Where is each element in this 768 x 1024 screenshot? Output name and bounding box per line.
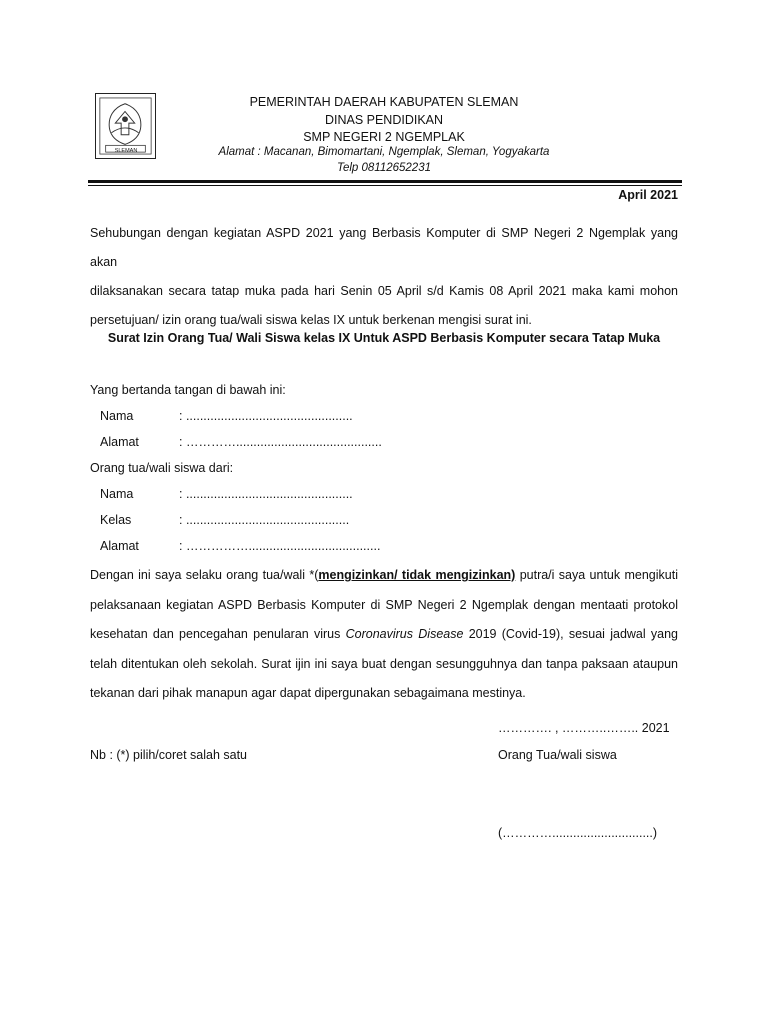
signer-name-label: Nama — [100, 409, 134, 423]
consent-line-1-start: Dengan ini saya selaku orang tua/wali *( — [90, 568, 319, 582]
consent-line-3 — [90, 620, 678, 650]
student-heading: Orang tua/wali siswa dari: — [90, 461, 234, 475]
header-department: DINAS PENDIDIKAN — [324, 113, 444, 127]
signer-address-label: Alamat — [100, 435, 139, 449]
intro-line-3: persetujuan/ izin orang tua/wali siswa kelas IX untuk berkenan mengisi surat ini. — [90, 313, 532, 327]
consent-line-4: telah ditentukan oleh sekolah. Surat ijin ini saya buat dengan sesungguhnya dan tanpa paksaan ataupun — [90, 656, 678, 671]
header-phone: Telp 08112652231 — [336, 162, 431, 174]
header-school: SMP NEGERI 2 NGEMPLAK — [303, 130, 465, 144]
consent-choice[interactable]: mengizinkan/ tidak mengizinkan) — [318, 568, 516, 582]
disease-name: Coronavirus Disease — [345, 627, 464, 641]
signature-place-date[interactable]: …………. , ………..…….. 2021 — [498, 721, 670, 735]
consent-line-2: pelaksanaan kegiatan ASPD Berbasis Komputer di SMP Negeri 2 Ngemplak dengan mentaati protokol — [90, 597, 678, 612]
logo-caption: SLEMAN — [114, 148, 138, 154]
header-divider-thin — [88, 185, 682, 186]
student-class-field[interactable]: : ............................................... — [179, 513, 350, 527]
letter-date: April 2021 — [618, 188, 678, 202]
student-address-field[interactable]: : ……………...................................... — [179, 539, 381, 553]
intro-line-2: dilaksanakan secara tatap muka pada hari Senin 05 April s/d Kamis 08 April 2021 maka kami mohon — [90, 284, 678, 298]
consent-line-1-end: putra/i saya untuk mengikuti — [515, 568, 678, 582]
signer-address-field[interactable]: : ………….......................................... — [179, 435, 382, 449]
header-divider-thick — [88, 180, 682, 183]
consent-line-3-start: kesehatan dan pencegahan penularan virus — [90, 627, 346, 641]
signature-name-blank[interactable]: (………….............................) — [498, 826, 658, 840]
form-title: Surat Izin Orang Tua/ Wali Siswa kelas IX Untuk ASPD Berbasis Komputer secara Tatap Muka — [107, 331, 661, 345]
consent-line-1 — [90, 561, 678, 591]
student-class-label: Kelas — [100, 513, 132, 527]
signer-heading: Yang bertanda tangan di bawah ini: — [90, 383, 286, 397]
footnote: Nb : (*) pilih/coret salah satu — [90, 748, 248, 762]
header-address: Alamat : Macanan, Bimomartani, Ngemplak, Sleman, Yogyakarta — [218, 146, 550, 158]
student-address-label: Alamat — [100, 539, 139, 553]
consent-line-3-end: 2019 (Covid-19), sesuai jadwal yang — [463, 627, 679, 641]
student-name-field[interactable]: : ................................................ — [179, 487, 353, 501]
signer-name-field[interactable]: : ................................................ — [179, 409, 353, 423]
intro-line-1: Sehubungan dengan kegiatan ASPD 2021 yang Berbasis Komputer di SMP Negeri 2 Ngemplak yang akan — [90, 226, 678, 269]
student-name-label: Nama — [100, 487, 134, 501]
intro-paragraph — [90, 219, 678, 335]
consent-paragraph — [90, 561, 678, 709]
signature-role: Orang Tua/wali siswa — [498, 748, 617, 762]
consent-line-5: tekanan dari pihak manapun agar dapat dipergunakan sebagaimana mestinya. — [90, 686, 526, 700]
header-government: PEMERINTAH DAERAH KABUPATEN SLEMAN — [249, 95, 519, 109]
